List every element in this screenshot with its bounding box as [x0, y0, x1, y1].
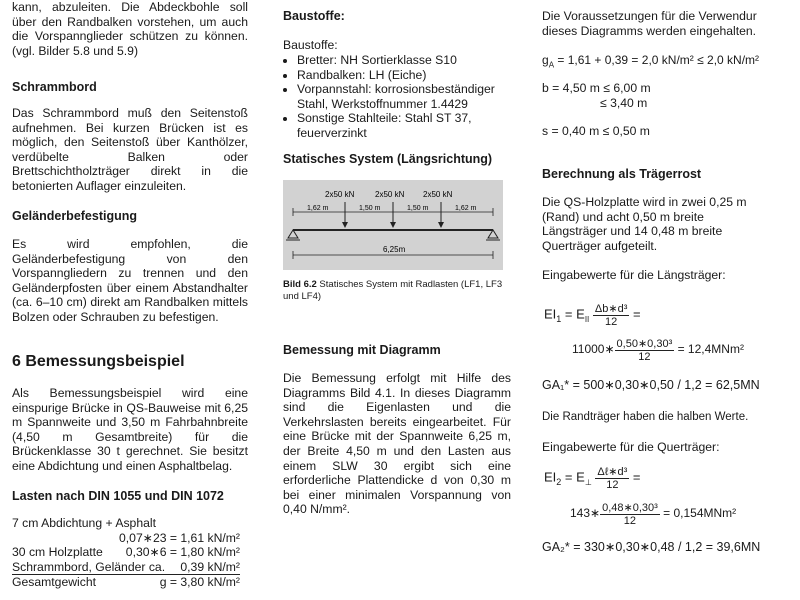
caption-label: Bild 6.2	[283, 279, 317, 290]
heading-lasten: Lasten nach DIN 1055 und DIN 1072	[12, 489, 224, 503]
load-row-value: 0,30∗6 = 1,80 kN/m²	[125, 545, 240, 560]
list-item: • Bretter: NH Sortierklasse S10	[297, 53, 517, 68]
b-condition-2: ≤ 3,40 m	[600, 96, 648, 110]
ga2-formula: GA₂* = 330∗0,30∗0,48 / 1,2 = 39,6MN	[542, 540, 761, 554]
load-total-value: g = 3,80 kN/m²	[159, 575, 240, 590]
schrammbord-paragraph: Das Schrammbord muß den Seitenstoß aufnehmen. Bei kurzen Brücken ist es möglich, den Seitenstoß über Kanthölzer, verdübelte Balken oder Brettschichtholzträger direkt in die betonierten Auflager einzuleiten.	[12, 106, 248, 193]
bemessung-paragraph: Als Bemessungsbeispiel wird eine einspurige Brücke in QS-Bauweise mit 6,25 m Spannweite und 3,50 m Fahrbahnbreite (4,50 m Gesamtbreite) für die Brückenklasse 30 t gerechnet. Sie besitzt eine Abdichtung und einen Asphaltbelag.	[12, 386, 248, 473]
calc1-formula: 11000∗ $\frac{\text{0,50∗0,30³}}{12}$ = 12,4MNm²	[572, 338, 744, 363]
spacing-label: 1,50 m	[407, 205, 429, 212]
section-heading: 6 Bemessungsbeispiel	[12, 353, 185, 370]
calc2-formula: 143∗ $\frac{\text{0,48∗0,30³}}{12}$ = 0,154MNm²	[570, 502, 737, 527]
text-line: dieses Diagramms werden eingehalten.	[542, 24, 757, 38]
span-label: 6,25m	[383, 245, 406, 254]
heading-schrammbord: Schrammbord	[12, 80, 97, 94]
eingabe-laengs-label: Eingabewerte für die Längsträger:	[542, 268, 726, 282]
heading-traeger: Berechnung als Trägerrost	[542, 167, 702, 181]
list-item: • Sonstige Stahlteile: Stahl ST 37, feuerverzinkt	[297, 111, 517, 140]
caption-text: Statisches System mit Radlasten (LF1, LF3 und LF4)	[283, 279, 503, 302]
column-right	[542, 0, 800, 600]
materials-list	[283, 53, 517, 141]
heading-diagramm: Bemessung mit Diagramm	[283, 343, 441, 357]
figure-caption	[283, 279, 503, 303]
heading-statisch: Statisches System (Längsrichtung)	[283, 152, 493, 166]
support-left	[288, 230, 298, 238]
diagramm-paragraph: Die Bemessung erfolgt mit Hilfe des Diagramms Bild 4.1. In dieses Diagramm sind die Eigenlasten und die Verkehrslasten bereits eingearbeitet. Für eine Brücke mit der Spannweite 6,25 m, der Breite 4,50 m und den Lasten aus einem SLW 30 ergibt sich eine erforderliche Plattendicke d von 0,30 m bei einer minimalen Vorspannung von 0,40 N/mm².	[283, 371, 511, 517]
load-row-value: 0,07∗23 = 1,61 kN/m²	[119, 530, 240, 545]
beam-diagram	[283, 180, 503, 270]
load-row-label: Schrammbord, Geländer ca.	[12, 559, 166, 574]
traeger-paragraph: Die QS-Holzplatte wird in zwei 0,25 m (Rand) und acht 0,50 m breite Längsträger und 14 0,48 m breite Querträger aufgeteilt.	[542, 195, 747, 253]
gelaender-paragraph: Es wird empfohlen, die Geländerbefestigung von den Vorspanngliedern zu trennen und den Geländerpfosten über einem Abstandhalter (ca. 6–10 cm) direkt am Randbalken mittels Bolzen oder Schrauben zu befestigen.	[12, 237, 248, 324]
heading-gelaender: Geländerbefestigung	[12, 209, 138, 223]
rand-note: Die Randträger haben die halben Werte.	[542, 411, 749, 423]
static-system-figure	[283, 180, 503, 270]
intro-paragraph: kann, abzuleiten. Die Abdeckbohle soll über den Randbalken vorstehen, um auch die Vorspannglieder schützen zu können. (vgl. Bilder 5.8 und 5.9)	[12, 0, 248, 58]
load-total-label: Gesamtgewicht	[12, 575, 96, 590]
load-label: 2x50 kN	[325, 190, 355, 199]
loads-table	[12, 516, 240, 590]
load-label: 2x50 kN	[423, 190, 453, 199]
support-right	[488, 230, 498, 238]
baustoffe-label: Baustoffe:	[283, 38, 338, 52]
ei2-formula: $EI_2 = E_\perp$ $\frac{\text{Δℓ∗d³}}{12}$ =	[544, 466, 641, 491]
load-row-label: 7 cm Abdichtung + Asphalt	[12, 516, 156, 530]
eingabe-quer-label: Eingabewerte für die Querträger:	[542, 440, 720, 454]
load-row-label: 30 cm Holzplatte	[12, 545, 103, 560]
s-condition: s = 0,40 m ≤ 0,50 m	[542, 124, 650, 138]
load-row-value: 0,39 kN/m²	[180, 559, 240, 574]
list-item: • Randbalken: LH (Eiche)	[297, 68, 517, 83]
spacing-label: 1,62 m	[455, 205, 477, 212]
ga1-formula: GA₁* = 500∗0,30∗0,50 / 1,2 = 62,5MN	[542, 378, 760, 392]
load-label: 2x50 kN	[375, 190, 405, 199]
text-line: Die Voraussetzungen für die Verwendur	[542, 9, 757, 23]
spacing-label: 1,62 m	[307, 205, 329, 212]
ga-equation: $g_A = 1,61 + 0,39 = 2,0$ kN/m² ≤ 2,0 kN/m²	[542, 53, 760, 70]
heading-baustoffe: Baustoffe:	[283, 9, 345, 23]
ei1-formula: $EI_1 = E_{II}$ $\frac{\text{Δb∗d³}}{12}$ =	[544, 303, 641, 328]
b-condition-1: b = 4,50 m ≤ 6,00 m	[542, 81, 651, 95]
spacing-label: 1,50 m	[359, 205, 381, 212]
list-item: • Vorpannstahl: korrosionsbeständiger Stahl, Werkstoffnummer 1.4429	[297, 82, 517, 111]
